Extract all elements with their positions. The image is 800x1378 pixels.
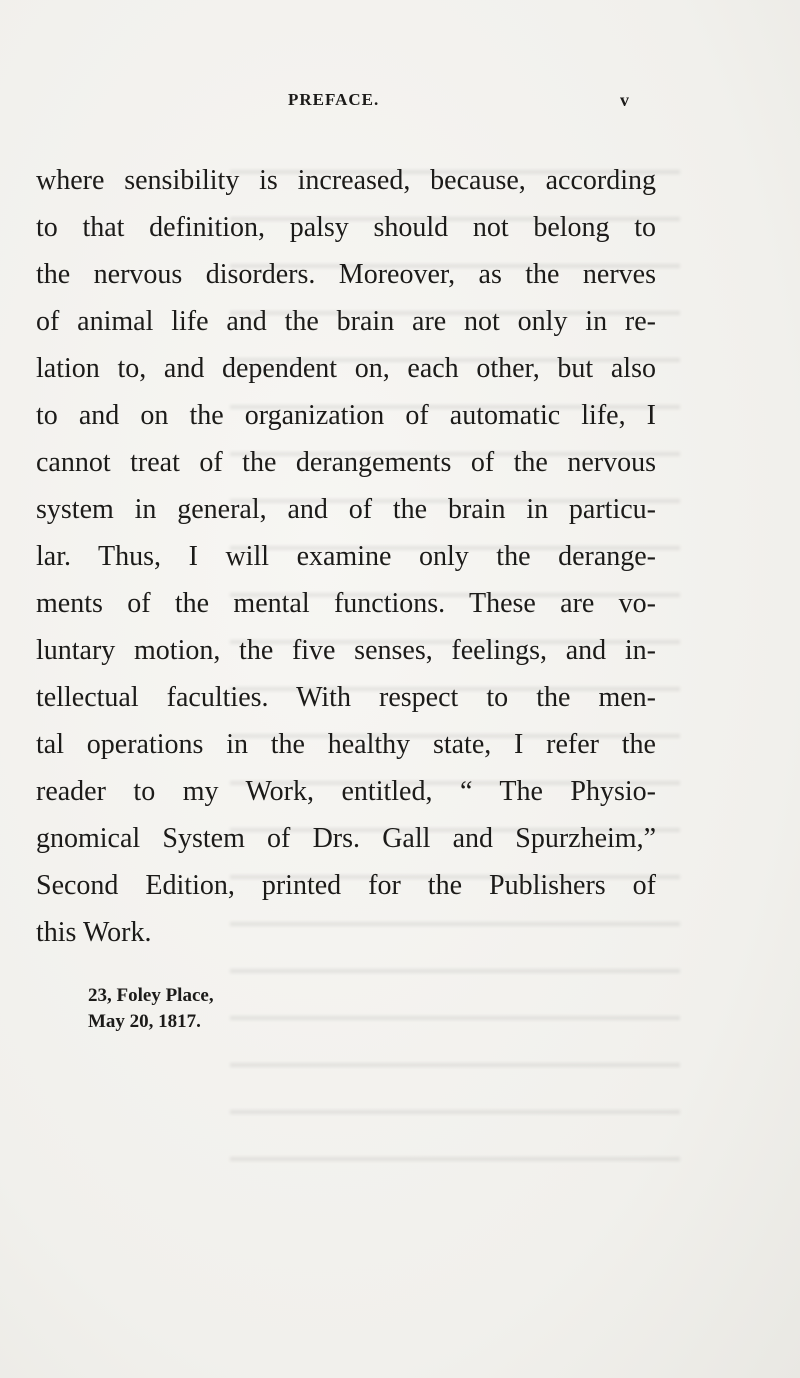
text-line: of animal life and the brain are not only in re- [36,306,656,337]
text-line: lar. Thus, I will examine only the derange- [36,541,656,572]
text-line: to that definition, palsy should not belong to [36,212,656,243]
text-line: this Work. [36,917,152,948]
text-line: gnomical System of Drs. Gall and Spurzheim,” [36,823,656,854]
signature-block [88,983,214,1035]
signature-address: 23, Foley Place, [88,985,214,1006]
signature-date: May 20, 1817. [88,1011,201,1032]
text-line: to and on the organization of automatic life, I [36,400,656,431]
text-line: ments of the mental functions. These are vo- [36,588,656,619]
text-line: the nervous disorders. Moreover, as the nerves [36,259,656,290]
running-title: PREFACE. [288,90,380,109]
running-head [0,90,800,120]
page-number: v [620,90,629,110]
text-line: tal operations in the healthy state, I refer the [36,729,656,760]
text-line: tellectual faculties. With respect to the men- [36,682,656,713]
text-line: reader to my Work, entitled, “ The Physio- [36,776,656,807]
text-line: lation to, and dependent on, each other, but also [36,353,656,384]
text-line: system in general, and of the brain in particu- [36,494,656,525]
text-line: where sensibility is increased, because, according [36,165,656,196]
text-line: luntary motion, the five senses, feelings, and in- [36,635,656,666]
text-line: cannot treat of the derangements of the nervous [36,447,656,478]
body-text [36,157,656,956]
text-line: Second Edition, printed for the Publishers of [36,870,656,901]
